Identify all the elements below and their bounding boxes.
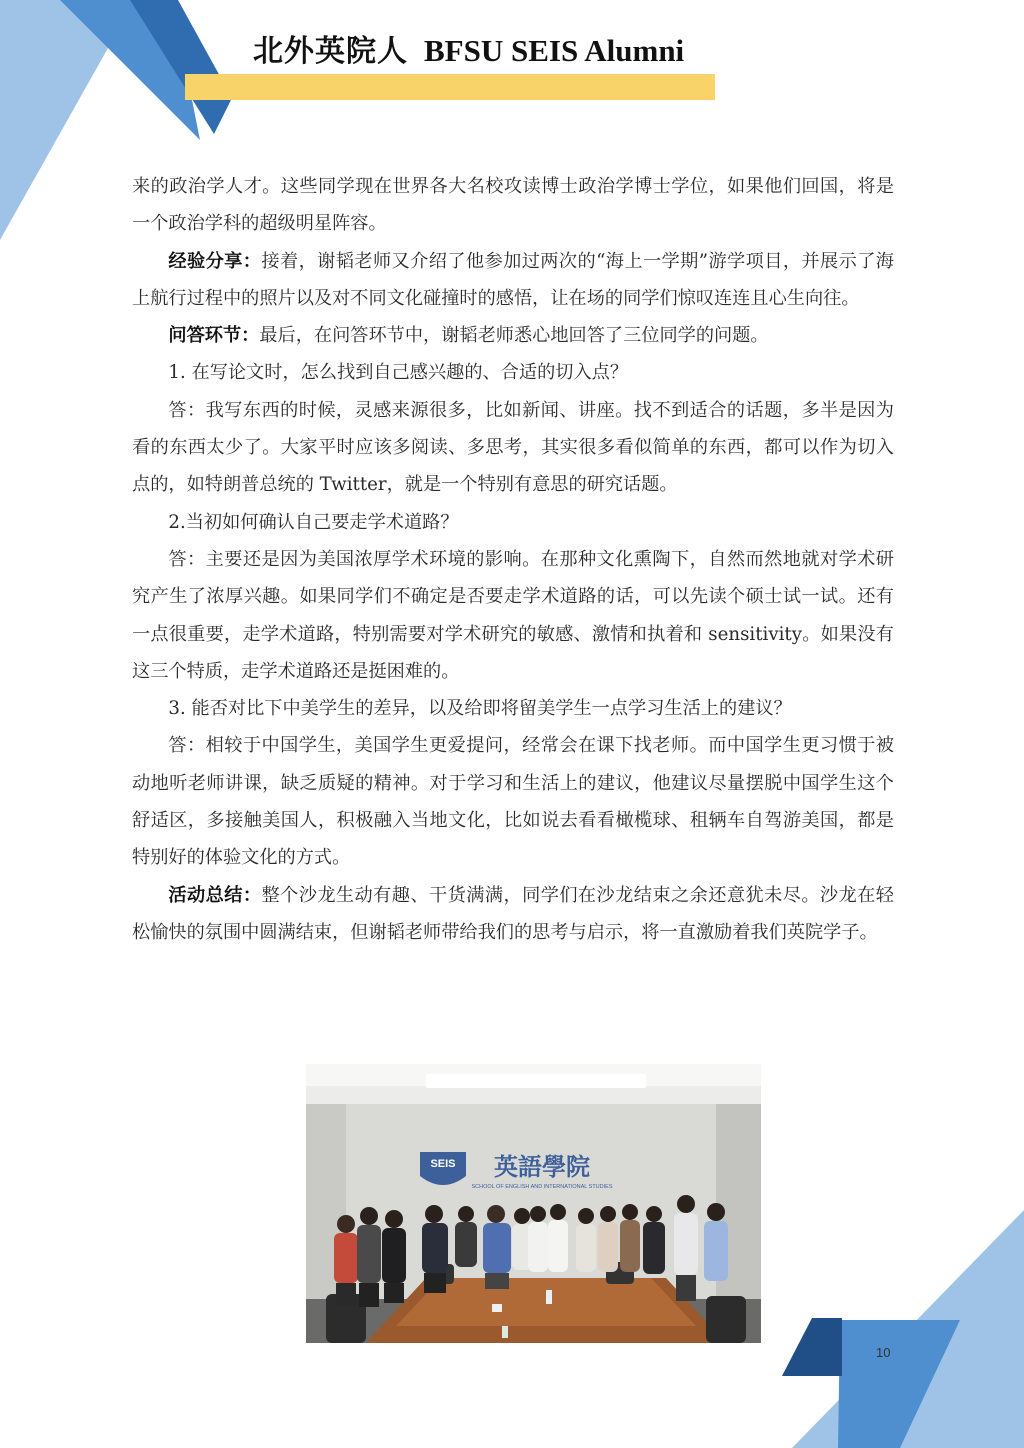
paragraph-intro: 来的政治学人才。这些同学现在世界各大名校攻读博士政治学博士学位，如果他们回国，将是一个政治学科的超级明星阵容。 [132, 176, 894, 235]
page-number: 10 [876, 1345, 891, 1360]
wall-sign-en: SCHOOL OF ENGLISH AND INTERNATIONAL STUDIES [471, 1184, 613, 1190]
article-body [132, 168, 894, 951]
paragraph-qa [132, 317, 894, 354]
logo-text: SEIS [430, 1158, 456, 1170]
answer-2: 答：主要还是因为美国浓厚学术环境的影响。在那种文化熏陶下，自然而然地就对学术研究产生了浓厚兴趣。如果同学们不确定是否要走学术道路的话，可以先读个硕士试一试。还有一点很重要，走学术道路，特别需要对学术研究的敏感、激情和执着和 sensitivity。如果没有这三个特质，走学术道路还是挺困难的。 [132, 548, 894, 682]
answer-3: 答：相较于中国学生，美国学生更爱提问，经常会在课下找老师。而中国学生更习惯于被动地听老师讲课，缺乏质疑的精神。对于学习和生活上的建议，他建议尽量摆脱中国学生这个舒适区，多接触美国人，积极融入当地文化，比如说去看看橄榄球、租辆车自驾游美国，都是特别好的体验文化的方式。 [132, 735, 894, 869]
paragraph-summary [132, 877, 894, 952]
answer-1: 答：我写东西的时候，灵感来源很多，比如新闻、讲座。找不到适合的话题，多半是因为看的东西太少了。大家平时应该多阅读、多思考，其实很多看似简单的东西，都可以作为切入点的，如特朗普总统的 Twitter，就是一个特别有意思的研究话题。 [132, 399, 894, 496]
group-photo [306, 1064, 761, 1343]
text-summary: 整个沙龙生动有趣、干货满满，同学们在沙龙结束之余还意犹未尽。沙龙在轻松愉快的氛围中圆满结束，但谢韬老师带给我们的思考与启示，将一直激励着我们英院学子。 [132, 884, 894, 943]
text-experience: 接着，谢韬老师又介绍了他参加过两次的“海上一学期”游学项目，并展示了海上航行过程中的照片以及对不同文化碰撞时的感悟，让在场的同学们惊叹连连且心生向往。 [132, 250, 894, 309]
question-1: 1. 在写论文时，怎么找到自己感兴趣的、合适的切入点？ [168, 362, 629, 384]
wall-sign-cn: 英語學院 [494, 1152, 590, 1181]
text-qa: 最后，在问答环节中，谢韬老师悉心地回答了三位同学的问题。 [259, 325, 769, 347]
paragraph-experience [132, 243, 894, 318]
bottom-right-navy-triangle [782, 1318, 842, 1376]
group-photo-illustration [306, 1064, 761, 1343]
header-title-en: BFSU SEIS Alumni [424, 33, 685, 68]
label-experience: 经验分享： [168, 250, 262, 272]
question-2: 2.当初如何确认自己要走学术道路？ [168, 511, 459, 533]
header-yellow-bar [185, 74, 715, 100]
header-title [253, 26, 684, 70]
label-summary: 活动总结： [168, 884, 262, 906]
label-qa: 问答环节： [168, 325, 260, 347]
header-title-cn: 北外英院人 [253, 35, 408, 68]
question-3: 3. 能否对比下中美学生的差异，以及给即将留美学生一点学习生活上的建议？ [168, 698, 792, 720]
seis-logo [420, 1152, 466, 1185]
